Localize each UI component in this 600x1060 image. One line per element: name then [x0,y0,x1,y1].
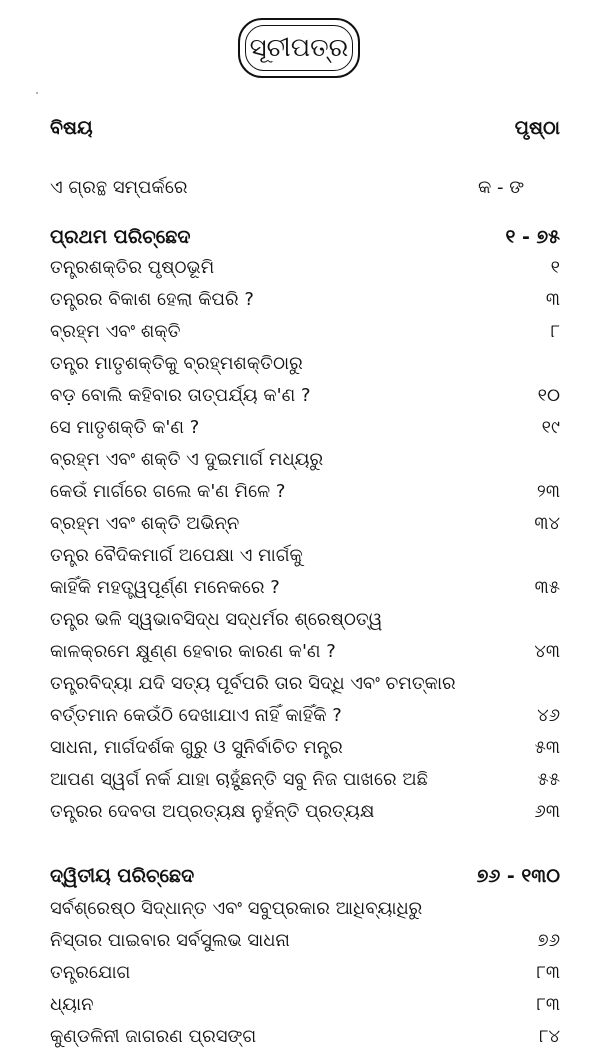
entry-title: ଧ୍ୟାନ [50,994,94,1015]
speck [36,92,38,94]
chapter-title: ଦ୍ୱିତୀୟ ପରିଚ୍ଛେଦ [50,865,195,887]
toc-entry [50,732,560,764]
entry-page: ୩ [545,289,560,310]
page-title: ସୂଚୀପତ୍ର [249,33,349,63]
entry-title: ବର୍ତ୍ତମାନ କେଉଁଠି ଦେଖାଯାଏ ନାହିଁ କାହିଁକି ? [50,705,342,726]
toc-entry [50,316,560,348]
toc-entry [50,540,560,572]
title-area [0,0,600,100]
chapter-pages: ୧ - ୭୫ [505,226,560,248]
toc-entry [50,412,560,444]
toc-entry [50,796,560,828]
entry-title: ଏ ଗ୍ରନ୍ଥ ସମ୍ପର୍କରେ [50,177,188,198]
chapter-pages: ୭୬ - ୧୩୦ [476,865,560,887]
entry-page: ୪୩ [534,641,560,662]
entry-title: ବ୍ରହ୍ମ ଏବଂ ଶକ୍ତି [50,321,181,342]
entry-title: ତନ୍ତ୍ରବିଦ୍ୟା ଯଦି ସତ୍ୟ ପୂର୍ବପରି ତାର ସିଦ୍ଧି ଏବଂ ଚମତ୍କାର [50,673,456,694]
page-header: ପୃଷ୍ଠା [514,117,560,139]
entry-page: ୫୫ [537,769,560,790]
entry-title: ତନ୍ତ୍ରଯୋଗ [50,962,131,983]
entry-page: ୮୩ [536,994,560,1015]
entry-title: କୁଣ୍ଡଳିନୀ ଜାଗରଣ ପ୍ରସଙ୍ଗ [50,1026,257,1047]
entry-title: କାହିଁକି ମହତ୍ତ୍ୱପୂର୍ଣ୍ଣ ମନେକରେ ? [50,577,280,598]
entry-title: ନିସ୍ତାର ପାଇବାର ସର୍ବସୁଲଭ ସାଧନା [50,930,290,951]
entry-page: ୮ [550,321,560,342]
toc-entry [50,348,560,380]
toc-entry [50,636,560,668]
entry-title: ତନ୍ତ୍ରର ବିକାଶ ହେଲା କିପରି ? [50,289,254,310]
toc-entry [50,700,560,732]
entry-page: ୩୫ [534,577,560,598]
chapter-title: ପ୍ରଥମ ପରିଚ୍ଛେଦ [50,226,191,248]
entry-title: ତନ୍ତ୍ର ଭଳି ସ୍ୱଭାବସିଦ୍ଧ ସଦ୍‌ଧର୍ମର ଶ୍ରେଷ୍ଠତ୍ୱ [50,609,383,630]
entry-page: ୫୩ [534,737,560,758]
entry-title: ତନ୍ତ୍ର ମାତୃଶକ୍ତିକୁ ବ୍ରହ୍ମଶକ୍ତିଠାରୁ [50,353,303,374]
entry-title: ଆପଣ ସ୍ୱର୍ଗ ନର୍କ ଯାହା ଚାହୁଁଛନ୍ତି ସବୁ ନିଜ ପାଖରେ ଅଛି [50,769,429,790]
entry-page: ୮୩ [536,962,560,983]
entry-title: ତନ୍ତ୍ରର ଦେବତା ଅପ୍ରତ୍ୟକ୍ଷ ନୁହଁନ୍ତି ପ୍ରତ୍ୟକ୍ଷ [50,801,375,822]
entry-title: ବଡ଼ ବୋଲି କହିବାର ତାତ୍ପର୍ଯ୍ୟ କ'ଣ ? [50,385,311,406]
toc-entry [50,172,560,204]
chapter-heading [50,221,560,253]
toc-entry [50,284,560,316]
toc-entry [50,380,560,412]
entry-page: ୭୬ [537,930,560,951]
toc-entry [50,572,560,604]
toc-entry [50,764,560,796]
entry-title: କାଳକ୍ରମେ କ୍ଷୁଣ୍ଣ ହେବାର କାରଣ କ'ଣ ? [50,641,336,662]
toc-entry [50,925,560,957]
toc-entry [50,1021,560,1053]
entry-title: ତନ୍ତ୍ର ବୈଦିକମାର୍ଗ ଅପେକ୍ଷା ଏ ମାର୍ଗକୁ [50,545,303,566]
entry-page: ୧୯ [541,417,560,438]
toc-entry [50,444,560,476]
chapter-heading [50,860,560,892]
toc-entry [50,668,560,700]
entry-page: ୨୩ [536,481,560,502]
entry-title: ବ୍ରହ୍ମ ଏବଂ ଶକ୍ତି ଅଭିନ୍ନ [50,513,240,534]
entry-title: ବ୍ରହ୍ମ ଏବଂ ଶକ୍ତି ଏ ଦୁଇମାର୍ଗ ମଧ୍ୟରୁ [50,449,324,470]
toc-entry [50,989,560,1021]
toc-entry [50,604,560,636]
entry-page: ୩୪ [534,513,560,534]
title-cartouche [238,18,360,78]
entry-page: ୬୩ [534,801,560,822]
entry-page: କ - ଙ [478,177,525,198]
toc-entry [50,957,560,989]
entry-page: ୮୪ [539,1026,560,1047]
entry-title: ସାଧନା, ମାର୍ଗଦର୍ଶକ ଗୁରୁ ଓ ସୁନିର୍ବାଚିତ ମନ୍ତ୍ର [50,737,343,758]
column-header [50,112,560,144]
toc-entry [50,476,560,508]
toc-entry [50,893,560,925]
subject-header: ବିଷୟ [50,117,93,139]
entry-page: ୧୦ [537,385,560,406]
entry-title: ସେ ମାତୃଶକ୍ତି କ'ଣ ? [50,417,200,438]
entry-title: ତନ୍ତ୍ରଶକ୍ତିର ପୃଷ୍ଠଭୂମି [50,257,215,278]
toc-entry [50,252,560,284]
entry-title: କେଉଁ ମାର୍ଗରେ ଗଲେ କ'ଣ ମିଳେ ? [50,481,286,502]
entry-title: ସର୍ବଶ୍ରେଷ୍ଠ ସିଦ୍ଧାନ୍ତ ଏବଂ ସବୁପ୍ରକାର ଆଧିବ୍ୟାଧିରୁ [50,898,423,919]
toc-entry [50,508,560,540]
entry-page: ୪୬ [537,705,560,726]
entry-page: ୧ [550,257,560,278]
